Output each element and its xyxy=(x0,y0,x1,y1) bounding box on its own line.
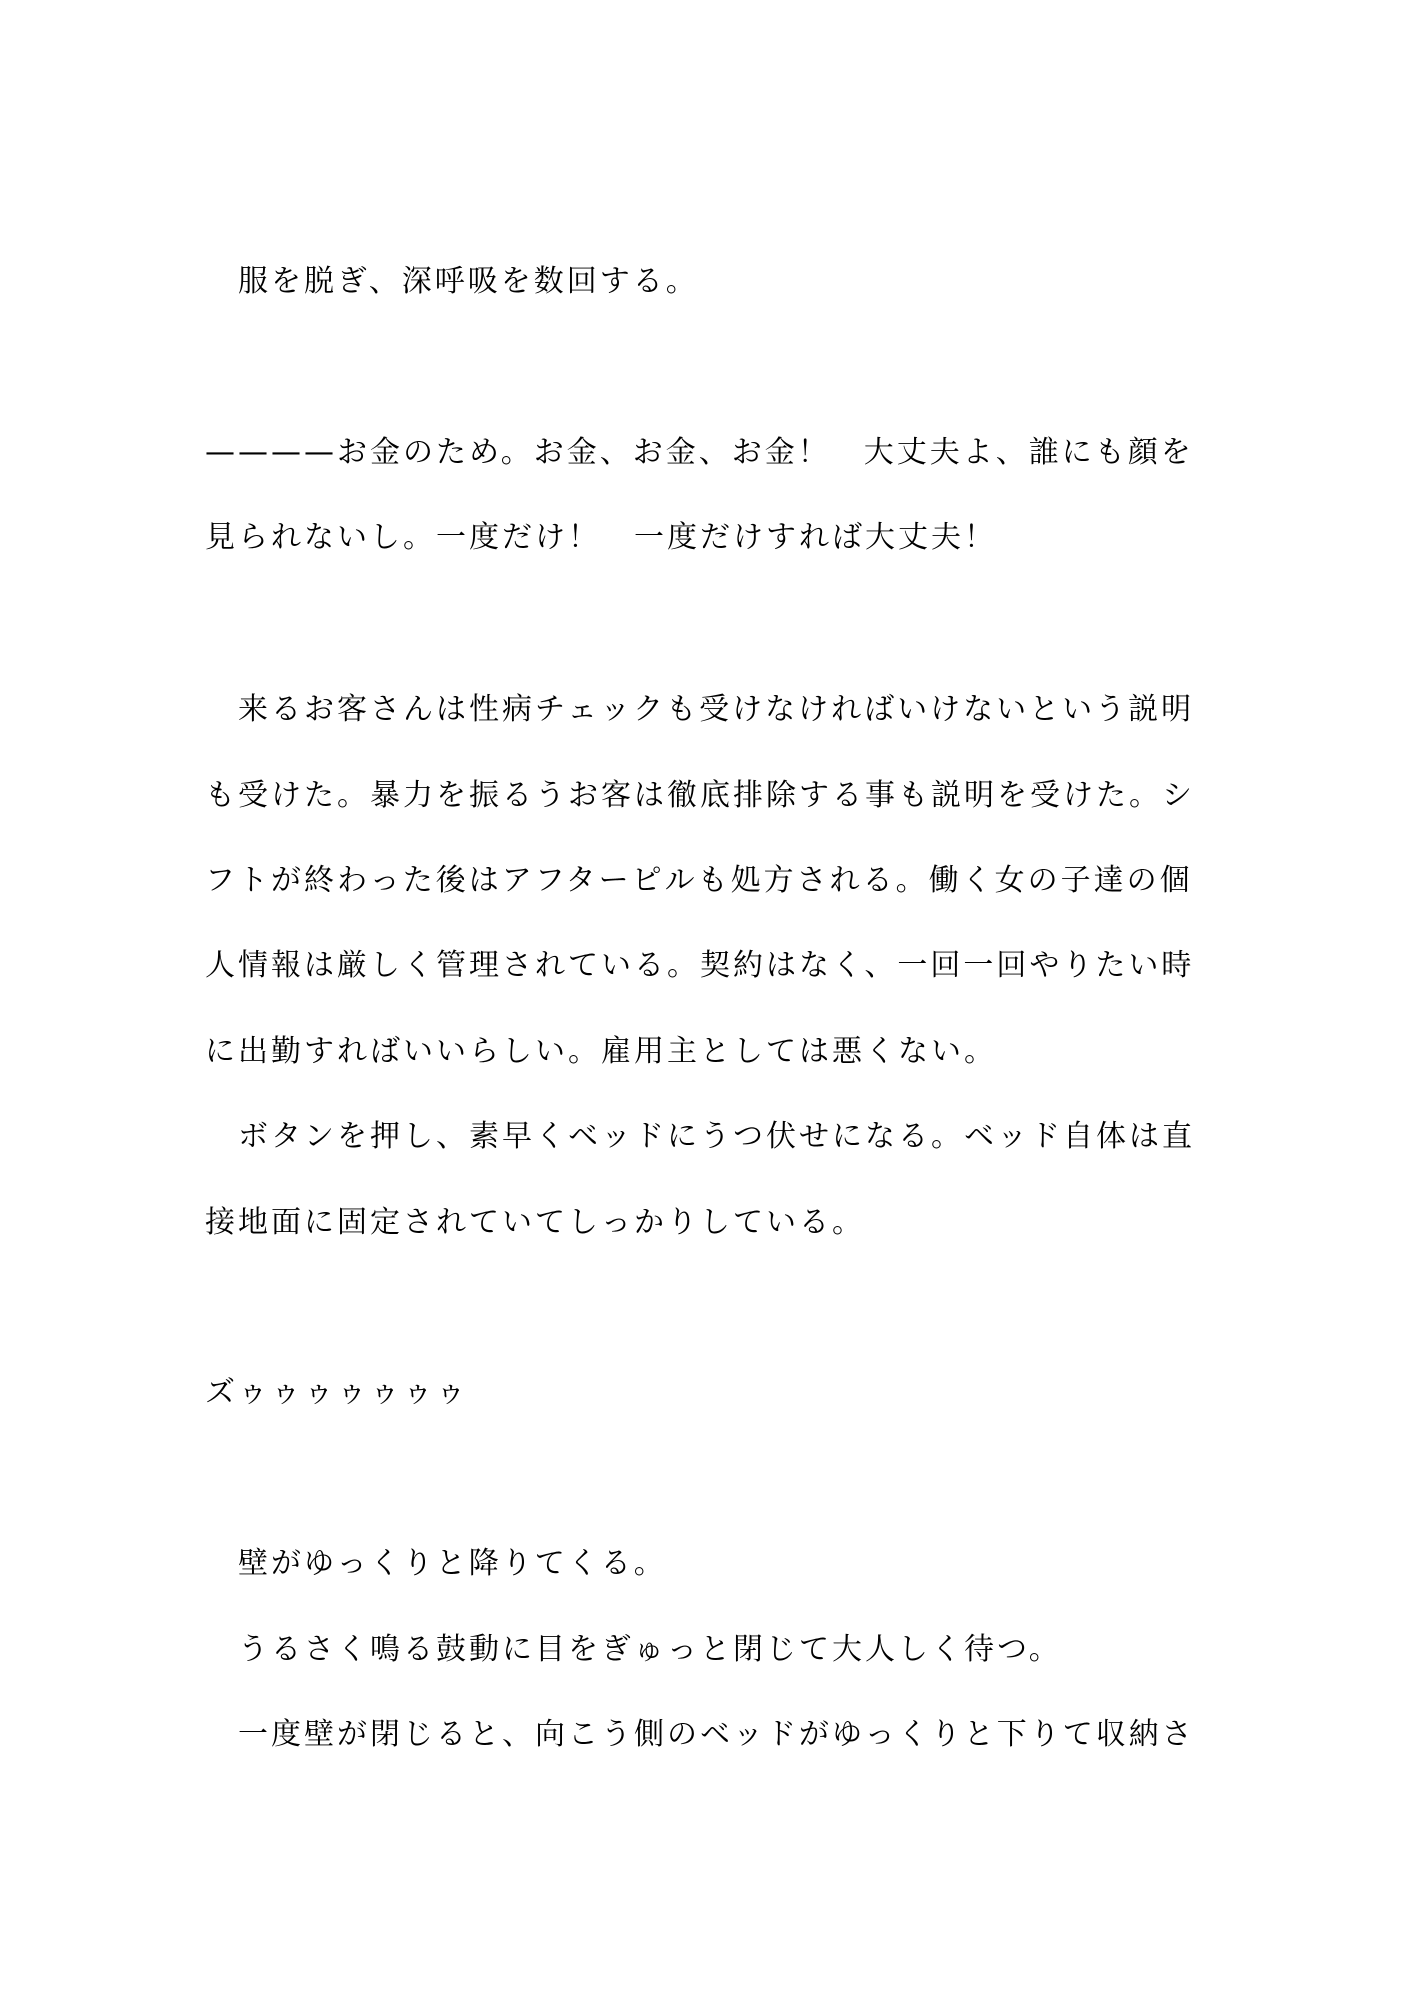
text-line: ズゥゥゥゥゥゥゥ xyxy=(205,1375,469,1410)
text-line: 服を脱ぎ、深呼吸を数回する。 xyxy=(205,264,699,299)
text-line: ————お金のため。お金、お金、お金！ 大丈夫よ、誰にも顔を xyxy=(205,435,1194,470)
text-line: 接地面に固定されていてしっかりしている。 xyxy=(205,1205,865,1240)
text-line: 人情報は厳しく管理されている。契約はなく、一回一回やりたい時 xyxy=(205,948,1195,983)
text-line: 一度壁が閉じると、向こう側のベッドがゆっくりと下りて収納さ xyxy=(205,1717,1195,1752)
text-line: 来るお客さんは性病チェックも受けなければいけないという説明 xyxy=(205,692,1195,727)
text-line: フトが終わった後はアフターピルも処方される。働く女の子達の個 xyxy=(205,863,1193,898)
text-line: に出勤すればいいらしい。雇用主としては悪くない。 xyxy=(205,1034,997,1069)
text-line: 見られないし。一度だけ！ 一度だけすれば大丈夫！ xyxy=(205,520,997,555)
text-line: も受けた。暴力を振るうお客は徹底排除する事も説明を受けた。シ xyxy=(205,778,1195,813)
text-line: 壁がゆっくりと降りてくる。 xyxy=(205,1546,667,1581)
text-line: うるさく鳴る鼓動に目をぎゅっと閉じて大人しく待つ。 xyxy=(205,1632,1062,1667)
text-line: ボタンを押し、素早くベッドにうつ伏せになる。ベッド自体は直 xyxy=(205,1119,1195,1154)
